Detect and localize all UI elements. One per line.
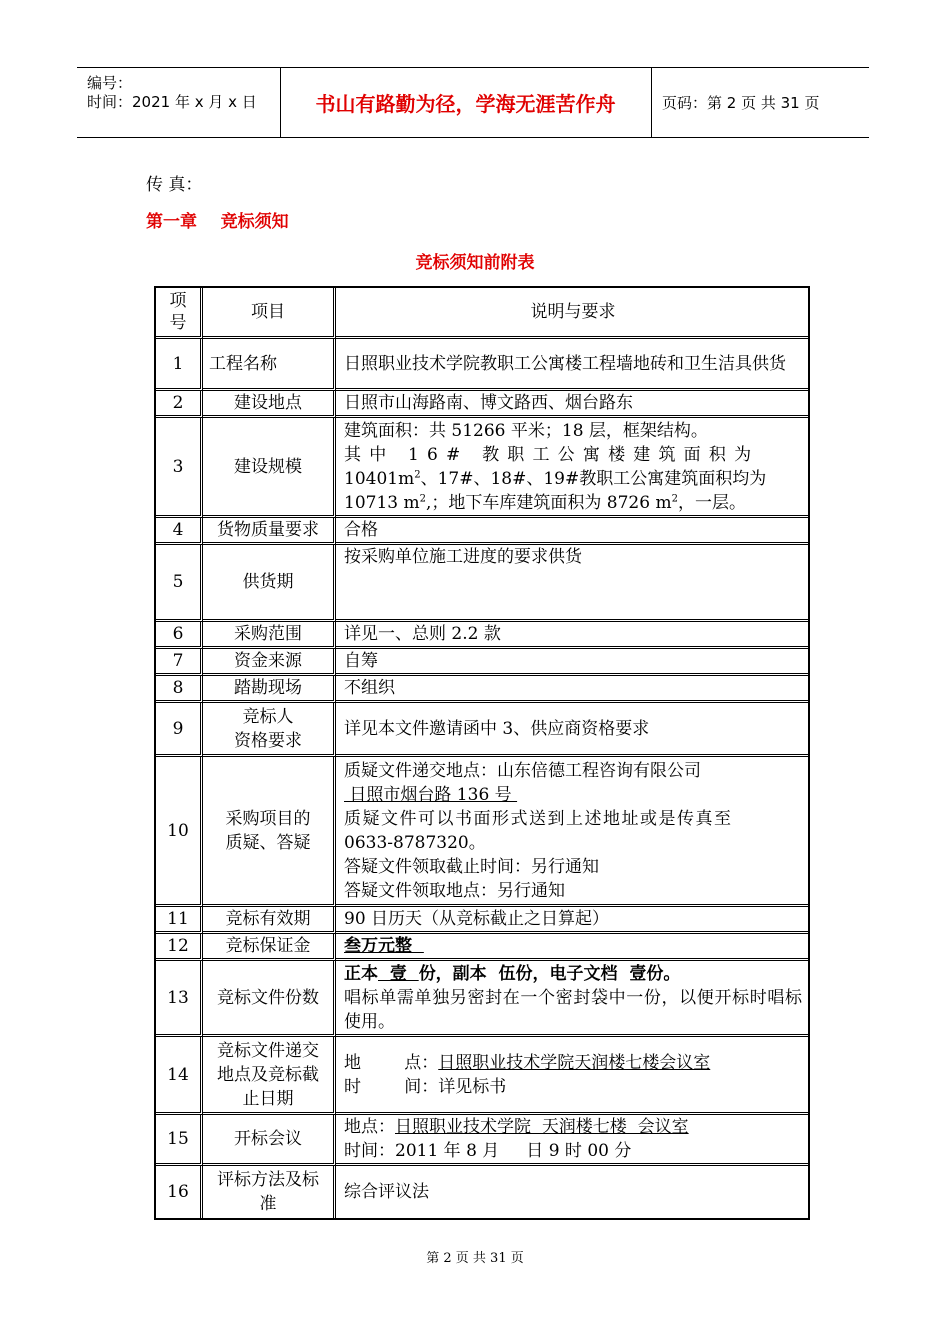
row-desc [336,757,808,907]
header-page-info: 页码：第 2 页 共 31 页 [662,94,820,112]
desc-text: 正本 [344,963,378,984]
row-item: 供货期 [203,545,336,622]
header-desc: 说明与要求 [336,288,808,339]
fax-label: 传 真： [146,175,203,195]
row-no: 14 [156,1037,203,1115]
item-line: 评标方法及标 [217,1170,319,1190]
table-row [156,676,808,703]
row-no: 16 [156,1166,203,1218]
row-no: 4 [156,518,203,545]
table-row [156,1115,808,1166]
header-no: 项 号 [156,288,203,339]
table-title: 竞标须知前附表 [415,253,535,273]
table-row [156,418,808,518]
row-desc [336,961,808,1037]
desc-line [344,491,802,515]
table-header-row [156,288,808,339]
row-item: 资金来源 [203,649,336,676]
item-line: 竞标文件递交 [217,1040,319,1061]
desc-line [344,1051,802,1075]
row-no: 11 [156,907,203,934]
page-header [77,67,869,138]
row-no: 13 [156,961,203,1037]
desc-line: 建筑面积：共 51266 平米；18 层，框架结构。 [344,420,708,441]
area-value: 10713 m [344,492,420,513]
tender-spec-table [154,286,810,1220]
table-row [156,907,808,934]
row-item [203,703,336,757]
location-value: 日照职业技术学院天润楼七楼会议室 [438,1052,711,1073]
row-desc [336,934,808,961]
row-item [203,1166,336,1218]
location-value: 日照职业技术学院 天润楼七楼 会议室 [395,1117,689,1137]
table-row [156,518,808,545]
row-desc: 按采购单位施工进度的要求供货 [336,545,808,622]
chapter-title: 第一章 竞标须知 [146,212,289,232]
row-no: 1 [156,339,203,391]
row-item: 竞标文件份数 [203,961,336,1037]
row-no: 5 [156,545,203,622]
table-row [156,391,808,418]
row-no: 10 [156,757,203,907]
header-motto: 书山有路勤为径，学海无涯苦作舟 [315,92,616,116]
row-no: 6 [156,622,203,649]
table-row [156,934,808,961]
header-page-cell [652,68,869,137]
row-desc: 不组织 [336,676,808,703]
desc-line [344,962,802,986]
item-line: 采购项目的 [225,808,311,829]
superscript: 2 [414,468,421,480]
item-line: 地点及竞标截 [217,1064,319,1085]
desc-line: 时 间：详见标书 [344,1076,507,1097]
desc-text: ,；地下车库建筑面积为 8726 m [425,492,672,513]
table-row [156,339,808,391]
desc-line: 0633-8787320。 [344,832,486,853]
row-desc: 详见本文件邀请函中 3、供应商资格要求 [336,703,808,757]
desc-text: 份，副本 伍份，电子文档 壹份。 [418,963,681,984]
item-line: 竞标人 [242,706,294,727]
header-motto-cell [280,68,652,137]
row-item [203,1037,336,1115]
copies-count: 壹 [378,963,419,984]
row-desc [336,418,808,518]
time-label: 时间：2021 年 x 月 x 日 [87,93,257,111]
row-item: 货物质量要求 [203,518,336,545]
item-line: 准 [259,1194,277,1214]
row-no: 15 [156,1115,203,1166]
desc-text: 、17#、18#、19#教职工公寓建筑面积均为 [420,468,767,489]
item-line: 资格要求 [234,730,302,751]
row-item: 采购范围 [203,622,336,649]
table-row [156,1166,808,1218]
superscript: 2 [671,492,678,504]
table-row [156,1037,808,1115]
row-desc: 合格 [336,518,808,545]
row-item [203,757,336,907]
desc-line: 其中 16# 教职工公寓楼建筑面积为 [344,444,760,465]
row-item: 工程名称 [203,339,336,391]
desc-line [344,1115,802,1139]
table-row [156,757,808,907]
superscript: 2 [419,492,426,504]
desc-text: 地 点： [344,1052,439,1073]
table-row [156,703,808,757]
desc-line: 答疑文件领取截止时间：另行通知 [344,856,599,877]
code-label: 编号： [87,74,133,92]
desc-line: 质疑文件递交地点：山东倍德工程咨询有限公司 [344,760,701,781]
desc-text: ，一层。 [677,492,746,513]
table-row [156,545,808,622]
row-desc: 日照市山海路南、博文路西、烟台路东 [336,391,808,418]
row-item: 建设规模 [203,418,336,518]
desc-line: 日照市烟台路 136 号 [344,784,518,805]
row-item: 竞标保证金 [203,934,336,961]
table-row [156,961,808,1037]
row-item: 建设地点 [203,391,336,418]
row-desc: 90 日历天（从竞标截止之日算起） [336,907,808,934]
row-no: 9 [156,703,203,757]
deposit-amount: 叁万元整 [344,936,424,956]
row-item: 竞标有效期 [203,907,336,934]
desc-line: 唱标单需单独另密封在一个密封袋中一份，以便开标时唱标使用。 [344,987,802,1032]
row-no: 3 [156,418,203,518]
row-desc: 日照职业技术学院教职工公寓楼工程墙地砖和卫生洁具供货 [336,339,808,391]
desc-text: 地点： [344,1117,395,1137]
row-no: 8 [156,676,203,703]
row-no: 2 [156,391,203,418]
row-no: 7 [156,649,203,676]
area-value: 10401m [344,468,415,489]
row-item: 踏勘现场 [203,676,336,703]
row-desc: 自筹 [336,649,808,676]
table-row [156,622,808,649]
row-no: 12 [156,934,203,961]
row-desc: 详见一、总则 2.2 款 [336,622,808,649]
header-item: 项目 [203,288,336,339]
desc-line: 质疑文件可以书面形式送到上述地址或是传真至 [344,808,733,829]
desc-line [344,467,802,491]
item-line: 止日期 [242,1088,294,1109]
page-footer: 第 2 页 共 31 页 [426,1251,524,1266]
row-desc: 综合评议法 [344,1182,429,1202]
row-item: 开标会议 [203,1115,336,1166]
desc-line: 时间：2011 年 8 月 日 9 时 00 分 [344,1141,632,1161]
row-desc [336,1115,808,1166]
table-row [156,649,808,676]
row-desc [336,1037,808,1115]
desc-line: 答疑文件领取地点：另行通知 [344,880,565,901]
header-meta [77,68,281,137]
item-line: 质疑、答疑 [225,832,311,853]
